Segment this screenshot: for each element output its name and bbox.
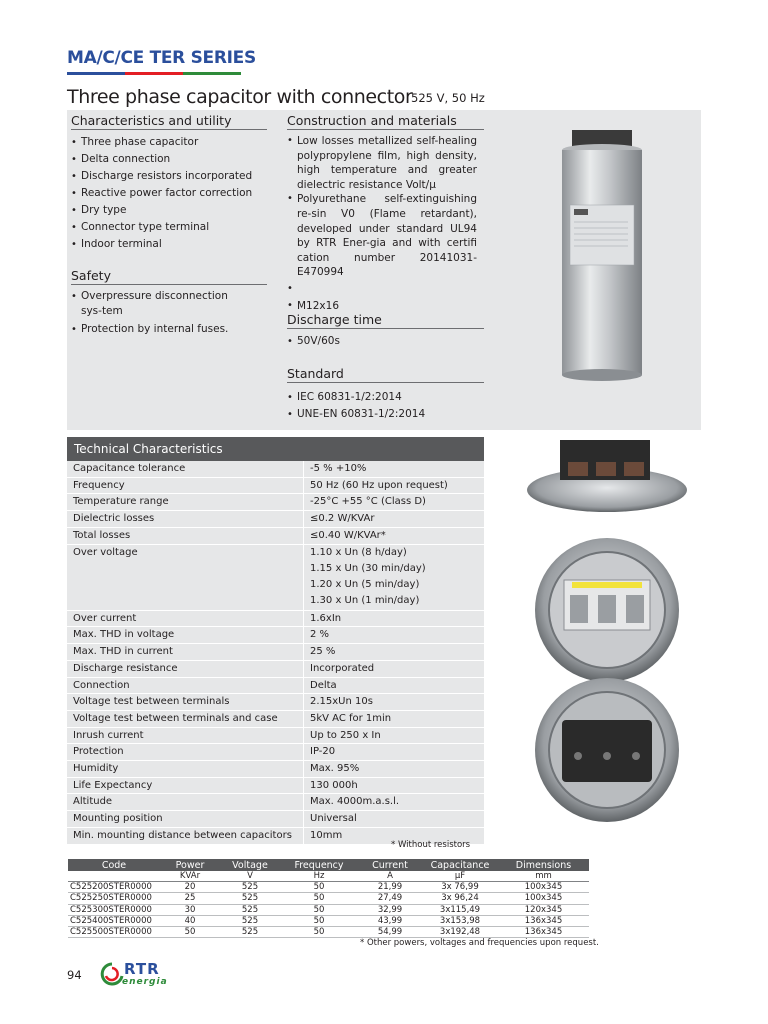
row-label: Over voltage: [67, 545, 304, 610]
series-bar-green: [183, 72, 241, 75]
overvoltage-line: 1.30 x Un (1 min/day): [310, 595, 420, 607]
standard-section: [287, 366, 484, 423]
table-row: [67, 511, 484, 528]
standard-heading: Standard: [287, 366, 484, 383]
series-bar-blue: [67, 72, 125, 75]
table-cell: 120x345: [498, 904, 589, 915]
table-cell: 32,99: [358, 904, 422, 915]
row-label: Voltage test between terminals and case: [67, 711, 304, 727]
safety-heading: Safety: [71, 268, 267, 285]
row-value: -25°C +55 °C (Class D): [310, 496, 426, 508]
terminal-cover-image: [535, 678, 679, 822]
row-label: Min. mounting distance between capacitors: [67, 828, 304, 844]
row-value: 2.15xUn 10s: [310, 696, 373, 708]
code-cell: C525400STER0000: [68, 915, 160, 926]
table-row: [67, 744, 484, 761]
row-label: Total losses: [67, 528, 304, 544]
logo-mark-icon: [100, 962, 124, 988]
terminal-top-image: [535, 538, 679, 682]
list-item: • Low losses metallized self-healing polypropylene film, high density, high temperature and greater dielectric resistance Volt/µ: [287, 134, 477, 192]
table-row: [68, 893, 589, 904]
table-cell: 3x115,49: [422, 904, 498, 915]
row-label: Inrush current: [67, 728, 304, 744]
row-label: Max. THD in voltage: [67, 627, 304, 643]
table-cell: 43,99: [358, 915, 422, 926]
row-label: Dielectric losses: [67, 511, 304, 527]
table-cell: 525: [220, 904, 280, 915]
table-cell: 50: [280, 893, 358, 904]
characteristics-list: [71, 134, 267, 253]
row-value: Delta: [310, 679, 337, 691]
table-cell: 20: [160, 882, 220, 893]
list-item: [287, 282, 477, 297]
list-item: • Three phase capacitor: [71, 134, 267, 151]
table-cell: 525: [220, 915, 280, 926]
row-value: 2 %: [310, 629, 330, 641]
page-subtitle: 525 V, 50 Hz: [411, 91, 485, 105]
list-item: • M12x16: [287, 299, 477, 314]
code-cell: C525200STER0000: [68, 882, 160, 893]
series-bar-red: [125, 72, 183, 75]
table-cell: 50: [280, 927, 358, 938]
col-header: Code: [68, 859, 160, 871]
list-item: • Connector type terminal: [71, 219, 267, 236]
table-cell: 50: [280, 882, 358, 893]
safety-list: [71, 289, 251, 338]
table-row: [67, 811, 484, 828]
row-label: Protection: [67, 744, 304, 760]
product-photos: [512, 110, 702, 830]
table-cell: 50: [280, 904, 358, 915]
row-value: ≤0.40 W/KVAr*: [310, 529, 386, 541]
row-label: Humidity: [67, 761, 304, 777]
units-row: [68, 871, 589, 882]
list-item: • UNE-EN 60831-1/2:2014: [287, 406, 484, 423]
unit-cell: [68, 871, 160, 882]
col-header: Current: [358, 859, 422, 871]
overvoltage-line: 1.15 x Un (30 min/day): [310, 562, 426, 574]
technical-footnote: * Without resistors: [391, 840, 471, 850]
table-row: [67, 528, 484, 545]
table-row: [67, 611, 484, 628]
table-row: [67, 627, 484, 644]
rtr-logo: [100, 960, 190, 990]
row-value: Universal: [310, 813, 357, 825]
table-row: [67, 461, 484, 478]
row-label: Connection: [67, 678, 304, 694]
construction-list: [287, 134, 477, 314]
table-row: [67, 711, 484, 728]
construction-section: [287, 113, 484, 314]
row-label: Max. THD in current: [67, 644, 304, 660]
row-value: ≤0.2 W/KVAr: [310, 513, 375, 525]
row-label: Temperature range: [67, 494, 304, 510]
table-cell: 40: [160, 915, 220, 926]
table-row: [67, 644, 484, 661]
table-cell: 100x345: [498, 893, 589, 904]
row-label: Altitude: [67, 794, 304, 810]
list-item: • Polyurethane self-extinguishing re-sin V0 (Flame retardant), developed under standard UL94 by RTR Ener-gia and with certifi cation number 20141031-E470994: [287, 192, 477, 280]
code-table: [68, 859, 589, 938]
unit-cell: KVAr: [160, 871, 220, 882]
page-title: Three phase capacitor with connector: [67, 86, 413, 108]
code-cell: C525250STER0000: [68, 893, 160, 904]
table-cell: 27,49: [358, 893, 422, 904]
table-row: [68, 904, 589, 915]
table-row: [68, 915, 589, 926]
table-header-row: [68, 859, 589, 871]
table-row: [67, 478, 484, 495]
table-row: [68, 927, 589, 938]
table-row: [67, 728, 484, 745]
series-title: MA/C/CE TER SERIES: [67, 48, 256, 68]
row-label: Over current: [67, 611, 304, 627]
row-value: Max. 95%: [310, 763, 360, 775]
row-value: Max. 4000m.a.s.l.: [310, 796, 400, 808]
row-label: Frequency: [67, 478, 304, 494]
table-cell: 100x345: [498, 882, 589, 893]
overvoltage-line: 1.20 x Un (5 min/day): [310, 579, 420, 591]
row-value: 50 Hz (60 Hz upon request): [310, 479, 448, 491]
technical-heading: Technical Characteristics: [67, 437, 484, 461]
code-cell: C525500STER0000: [68, 927, 160, 938]
table-cell: 50: [280, 915, 358, 926]
row-label: Voltage test between terminals: [67, 694, 304, 710]
row-value: 10mm: [310, 829, 343, 841]
row-value: [304, 545, 484, 610]
table-row: [67, 694, 484, 711]
code-cell: C525300STER0000: [68, 904, 160, 915]
logo-subtext: energia: [122, 977, 168, 987]
table-cell: 50: [160, 927, 220, 938]
list-item: • Overpressure disconnection sys-tem: [71, 289, 251, 319]
row-value: Incorporated: [310, 662, 375, 674]
table-cell: 3x 96,24: [422, 893, 498, 904]
table-cell: 21,99: [358, 882, 422, 893]
table-row: [67, 678, 484, 695]
table-cell: 525: [220, 882, 280, 893]
table-cell: 3x153,98: [422, 915, 498, 926]
row-value: -5 % +10%: [310, 463, 367, 474]
capacitor-image: [562, 130, 642, 381]
row-label: Capacitance tolerance: [67, 461, 304, 477]
technical-table: [67, 437, 484, 845]
codes-footnote: * Other powers, voltages and frequencies upon request.: [360, 938, 599, 948]
list-item: • Discharge resistors incorporated: [71, 168, 267, 185]
list-item: • Indoor terminal: [71, 236, 267, 253]
construction-heading: Construction and materials: [287, 113, 484, 130]
table-cell: 525: [220, 927, 280, 938]
connector-side-image: [527, 440, 687, 512]
col-header: Frequency: [280, 859, 358, 871]
discharge-heading: Discharge time: [287, 312, 484, 329]
standard-list: [287, 389, 484, 423]
table-cell: 3x 76,99: [422, 882, 498, 893]
overvoltage-line: 1.10 x Un (8 h/day): [310, 546, 407, 558]
row-value: 130 000h: [310, 779, 358, 791]
table-row: [67, 794, 484, 811]
list-item: • Reactive power factor correction: [71, 185, 267, 202]
unit-cell: Hz: [280, 871, 358, 882]
table-row: [67, 778, 484, 795]
row-value: 1.6xIn: [310, 612, 342, 624]
table-cell: 136x345: [498, 915, 589, 926]
row-value: 25 %: [310, 646, 336, 658]
col-header: Dimensions: [498, 859, 589, 871]
table-row: [67, 661, 484, 678]
table-row: [67, 494, 484, 511]
characteristics-heading: Characteristics and utility: [71, 113, 267, 130]
table-cell: 136x345: [498, 927, 589, 938]
logo-text: RTR: [124, 960, 160, 978]
unit-cell: A: [358, 871, 422, 882]
table-cell: 525: [220, 893, 280, 904]
table-cell: 30: [160, 904, 220, 915]
table-cell: 25: [160, 893, 220, 904]
row-label: Discharge resistance: [67, 661, 304, 677]
list-item: • Dry type: [71, 202, 267, 219]
row-label: Mounting position: [67, 811, 304, 827]
row-value: IP-20: [310, 746, 336, 758]
table-cell: 3x192,48: [422, 927, 498, 938]
unit-cell: µF: [422, 871, 498, 882]
discharge-section: [287, 312, 484, 350]
unit-cell: V: [220, 871, 280, 882]
characteristics-section: [71, 113, 267, 253]
discharge-list: [287, 333, 484, 350]
list-item: • IEC 60831-1/2:2014: [287, 389, 484, 406]
row-value: Up to 250 x In: [310, 729, 381, 741]
table-row: [67, 545, 484, 611]
col-header: Voltage: [220, 859, 280, 871]
table-cell: 54,99: [358, 927, 422, 938]
page-number: 94: [67, 968, 82, 982]
row-label: Life Expectancy: [67, 778, 304, 794]
table-row: [68, 882, 589, 893]
row-value: 5kV AC for 1min: [310, 712, 392, 724]
list-item: • 50V/60s: [287, 333, 484, 350]
safety-section: [71, 268, 267, 338]
col-header: Power: [160, 859, 220, 871]
unit-cell: mm: [498, 871, 589, 882]
col-header: Capacitance: [422, 859, 498, 871]
list-item: • Delta connection: [71, 151, 267, 168]
list-item: • Protection by internal fuses.: [71, 321, 251, 338]
table-row: [67, 761, 484, 778]
